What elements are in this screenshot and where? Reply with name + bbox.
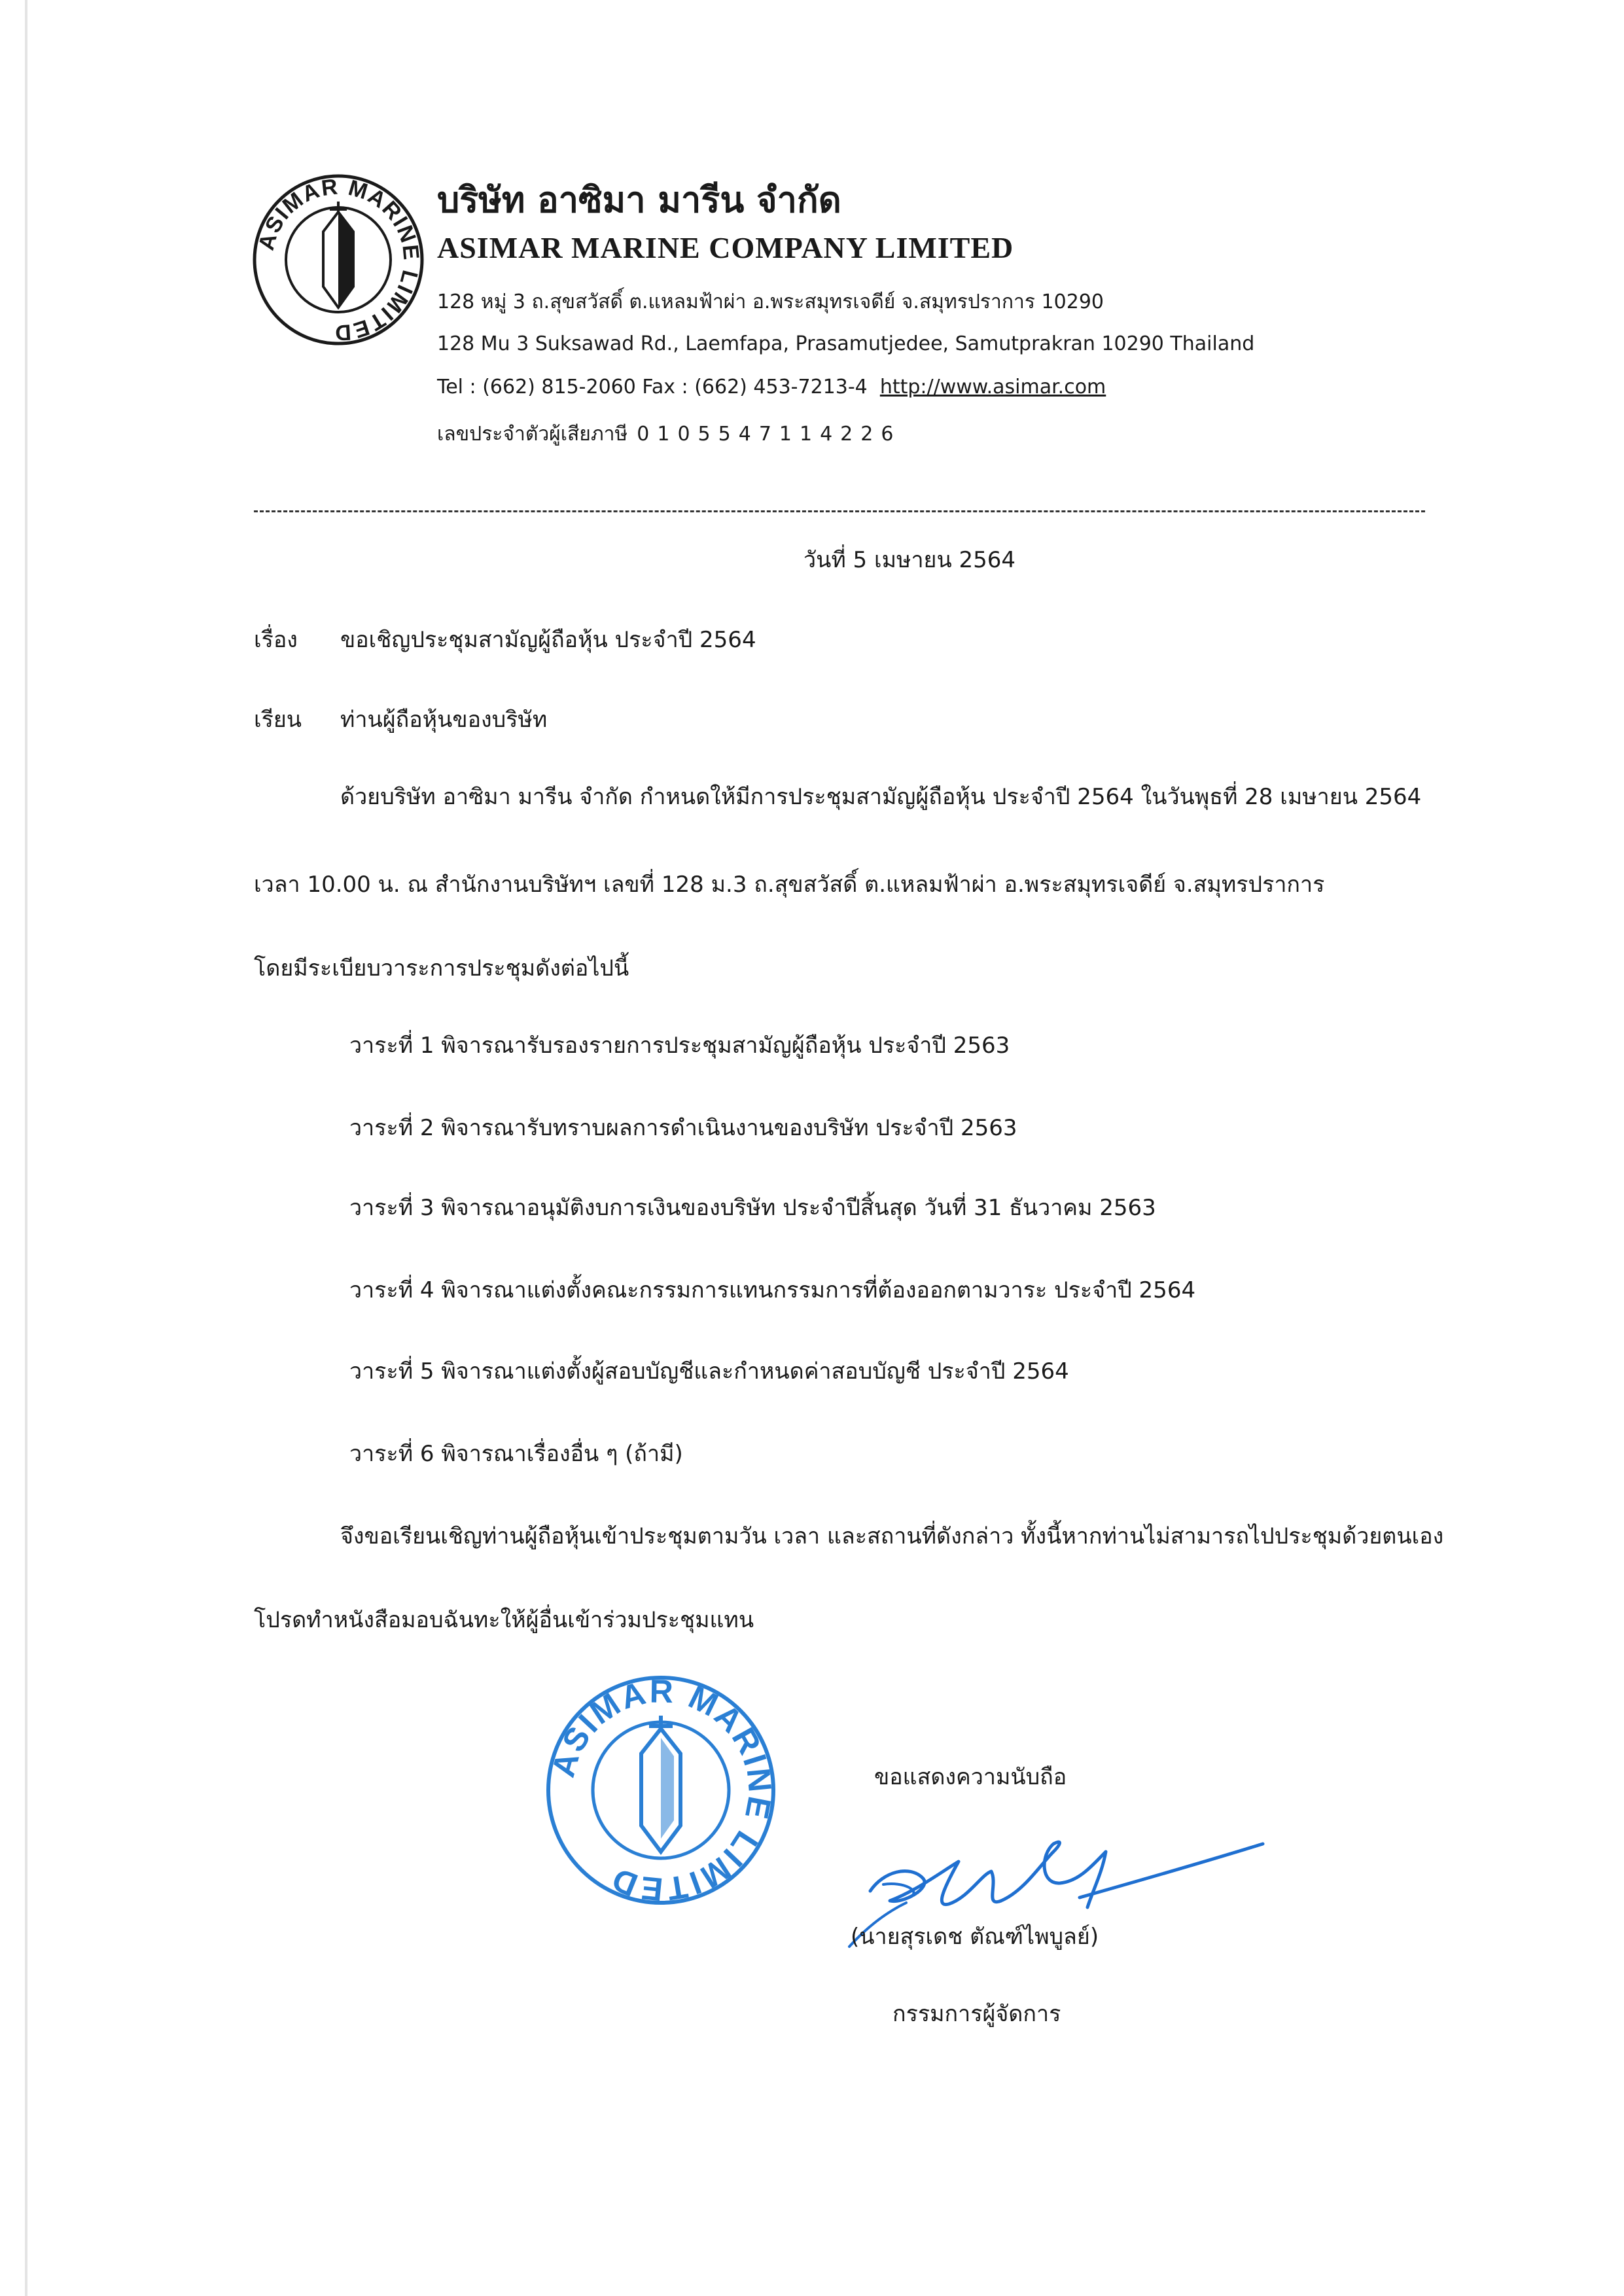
subject-label: เรื่อง bbox=[254, 627, 298, 653]
company-name-th: บริษัท อาซิมา มารีน จำกัด bbox=[437, 179, 841, 221]
company-logo bbox=[250, 171, 427, 348]
agenda-item: วาระที่ 2 พิจารณารับทราบผลการดำเนินงานของบริษัท ประจำปี 2563 bbox=[349, 1115, 1017, 1141]
subject-text: ขอเชิญประชุมสามัญผู้ถือหุ้น ประจำปี 2564 bbox=[340, 627, 756, 653]
paragraph2-line1: จึงขอเรียนเชิญท่านผู้ถือหุ้นเข้าประชุมตามวัน เวลา และสถานที่ดังกล่าว ทั้งนี้หากท่านไม่สามารถไปประชุมด้วยตนเอง bbox=[340, 1523, 1444, 1549]
logo-text: ASIMAR MARINE LIMITED bbox=[253, 174, 424, 345]
tax-id-line bbox=[437, 419, 901, 450]
agenda-item: วาระที่ 3 พิจารณาอนุมัติงบการเงินของบริษัท ประจำปีสิ้นสุด วันที่ 31 ธันวาคม 2563 bbox=[349, 1195, 1156, 1221]
website-link[interactable]: http://www.asimar.com bbox=[879, 376, 1106, 398]
agenda-item: วาระที่ 6 พิจารณาเรื่องอื่น ๆ (ถ้ามี) bbox=[349, 1441, 683, 1467]
signer-position: กรรมการผู้จัดการ bbox=[892, 2001, 1061, 2027]
stamp-text: ASIMAR MARINE LIMITED bbox=[544, 1672, 779, 1908]
contact-line bbox=[437, 376, 1106, 398]
paragraph1-line3: โดยมีระเบียบวาระการประชุมดังต่อไปนี้ bbox=[254, 955, 629, 981]
paragraph2-line2: โปรดทำหนังสือมอบฉันทะให้ผู้อื่นเข้าร่วมประชุมแทน bbox=[254, 1607, 754, 1633]
tax-id-label: เลขประจำตัวผู้เสียภาษี bbox=[437, 423, 628, 446]
company-stamp bbox=[543, 1672, 779, 1908]
paragraph1-line2: เวลา 10.00 น. ณ สำนักงานบริษัทฯ เลขที่ 128 ม.3 ถ.สุขสวัสดิ์ ต.แหลมฟ้าผ่า อ.พระสมุทรเจดีย์ จ.สมุทรปราการ bbox=[254, 872, 1325, 898]
recipient-label: เรียน bbox=[254, 707, 302, 733]
recipient-text: ท่านผู้ถือหุ้นของบริษัท bbox=[340, 707, 548, 733]
closing-text: ขอแสดงความนับถือ bbox=[874, 1764, 1067, 1790]
header-divider bbox=[254, 510, 1425, 512]
signer-name: (นายสุรเดช ตัณฑ์ไพบูลย์) bbox=[851, 1924, 1099, 1950]
address-en: 128 Mu 3 Suksawad Rd., Laemfapa, Prasamutjedee, Samutprakran 10290 Thailand bbox=[437, 332, 1255, 355]
agenda-item: วาระที่ 5 พิจารณาแต่งตั้งผู้สอบบัญชีและกำหนดค่าสอบบัญชี ประจำปี 2564 bbox=[349, 1358, 1069, 1385]
tax-id-number: 0105547114226 bbox=[637, 423, 902, 446]
agenda-item: วาระที่ 4 พิจารณาแต่งตั้งคณะกรรมการแทนกรรมการที่ต้องออกตามวาระ ประจำปี 2564 bbox=[349, 1277, 1196, 1303]
paragraph1-line1: ด้วยบริษัท อาซิมา มารีน จำกัด กำหนดให้มีการประชุมสามัญผู้ถือหุ้น ประจำปี 2564 ในวันพุธที่ 28 เมษายน 2564 bbox=[340, 784, 1422, 810]
scan-edge bbox=[25, 0, 27, 2296]
company-name-en: ASIMAR MARINE COMPANY LIMITED bbox=[437, 231, 1014, 264]
contact-phone-fax: Tel : (662) 815-2060 Fax : (662) 453-7213-4 bbox=[437, 376, 868, 398]
agenda-item: วาระที่ 1 พิจารณารับรองรายการประชุมสามัญผู้ถือหุ้น ประจำปี 2563 bbox=[349, 1033, 1010, 1059]
address-th: 128 หมู่ 3 ถ.สุขสวัสดิ์ ต.แหลมฟ้าผ่า อ.พระสมุทรเจดีย์ จ.สมุทรปราการ 10290 bbox=[437, 291, 1104, 313]
letter-date: วันที่ 5 เมษายน 2564 bbox=[803, 547, 1016, 573]
